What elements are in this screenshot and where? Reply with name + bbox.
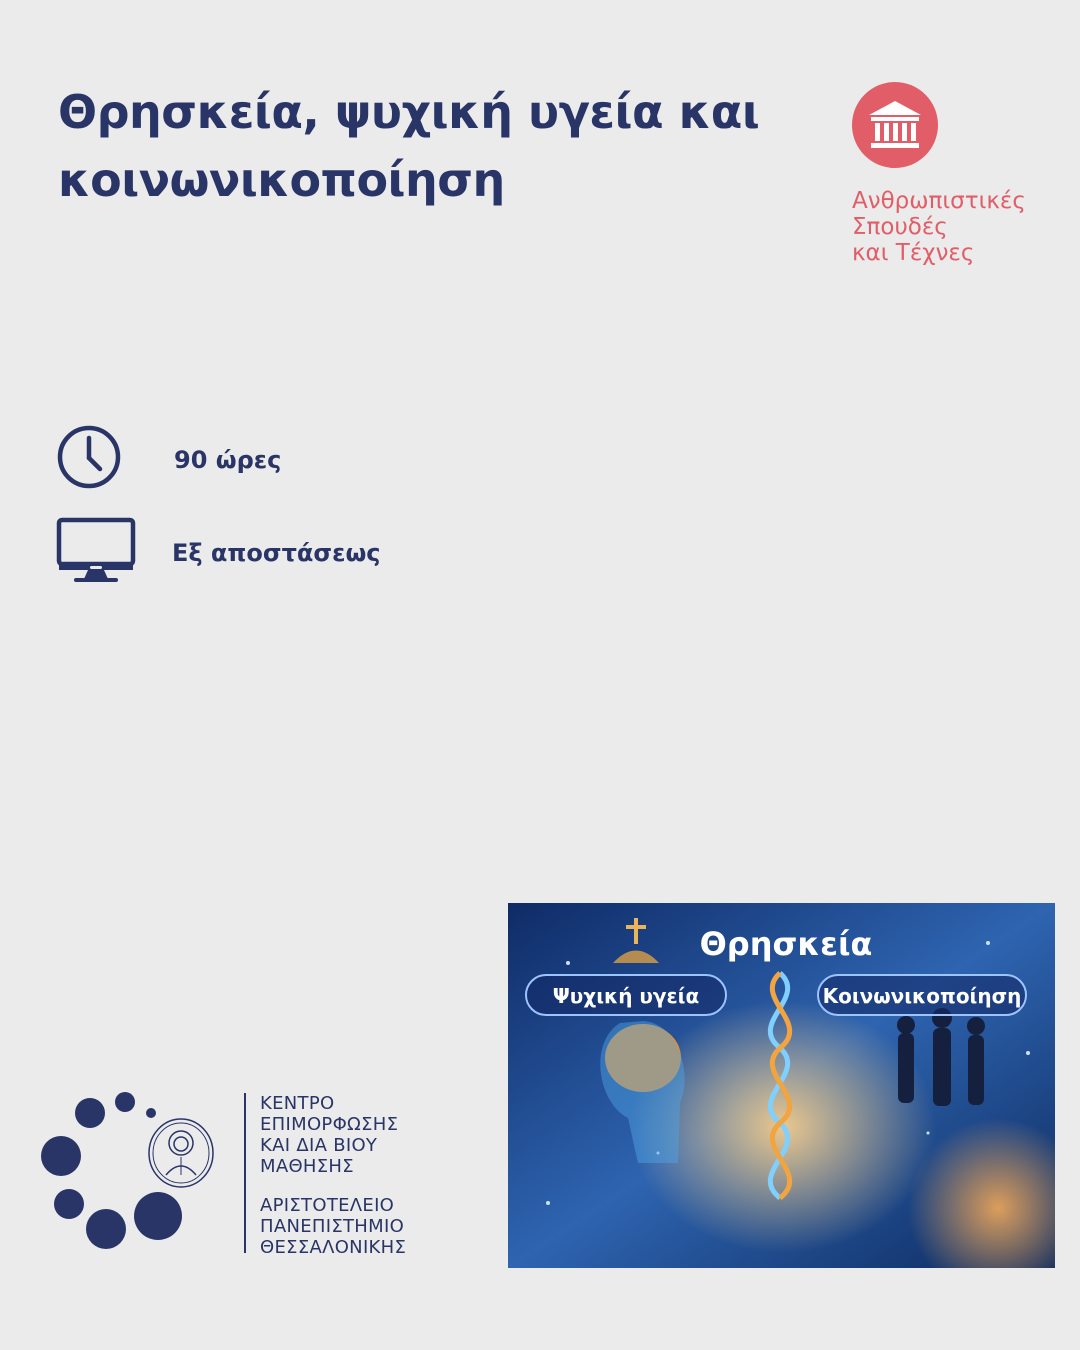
clock-icon <box>56 424 122 495</box>
illustration-right-label: Κοινωνικοποίηση <box>822 984 1022 1008</box>
illustration-left-label: Ψυχική υγεία <box>552 984 700 1008</box>
delivery-mode-row <box>56 517 381 588</box>
organization-logo <box>36 1085 476 1265</box>
category-label: Ανθρωπιστικές Σπουδές και Τέχνες <box>852 188 1026 266</box>
category-badge <box>852 82 1052 266</box>
course-title: Θρησκεία, ψυχική υγεία και κοινωνικοποίηση <box>58 85 760 207</box>
delivery-mode-text: Εξ αποστάσεως <box>172 538 381 567</box>
university-seal-icon <box>146 1117 216 1189</box>
logo-divider <box>244 1093 246 1253</box>
monitor-icon <box>56 517 136 588</box>
course-illustration <box>508 903 1055 1268</box>
duration-text: 90 ώρες <box>174 445 282 474</box>
center-name: ΚΕΝΤΡΟ ΕΠΙΜΟΡΦΩΣΗΣ ΚΑΙ ΔΙΑ ΒΙΟΥ ΜΑΘΗΣΗΣ <box>260 1093 399 1177</box>
duration-row <box>56 424 281 495</box>
university-name: ΑΡΙΣΤΟΤΕΛΕΙΟ ΠΑΝΕΠΙΣΤΗΜΙΟ ΘΕΣΣΑΛΟΝΙΚΗΣ <box>260 1195 407 1258</box>
illustration-heading: Θρησκεία <box>699 925 873 963</box>
institution-icon <box>852 82 938 168</box>
